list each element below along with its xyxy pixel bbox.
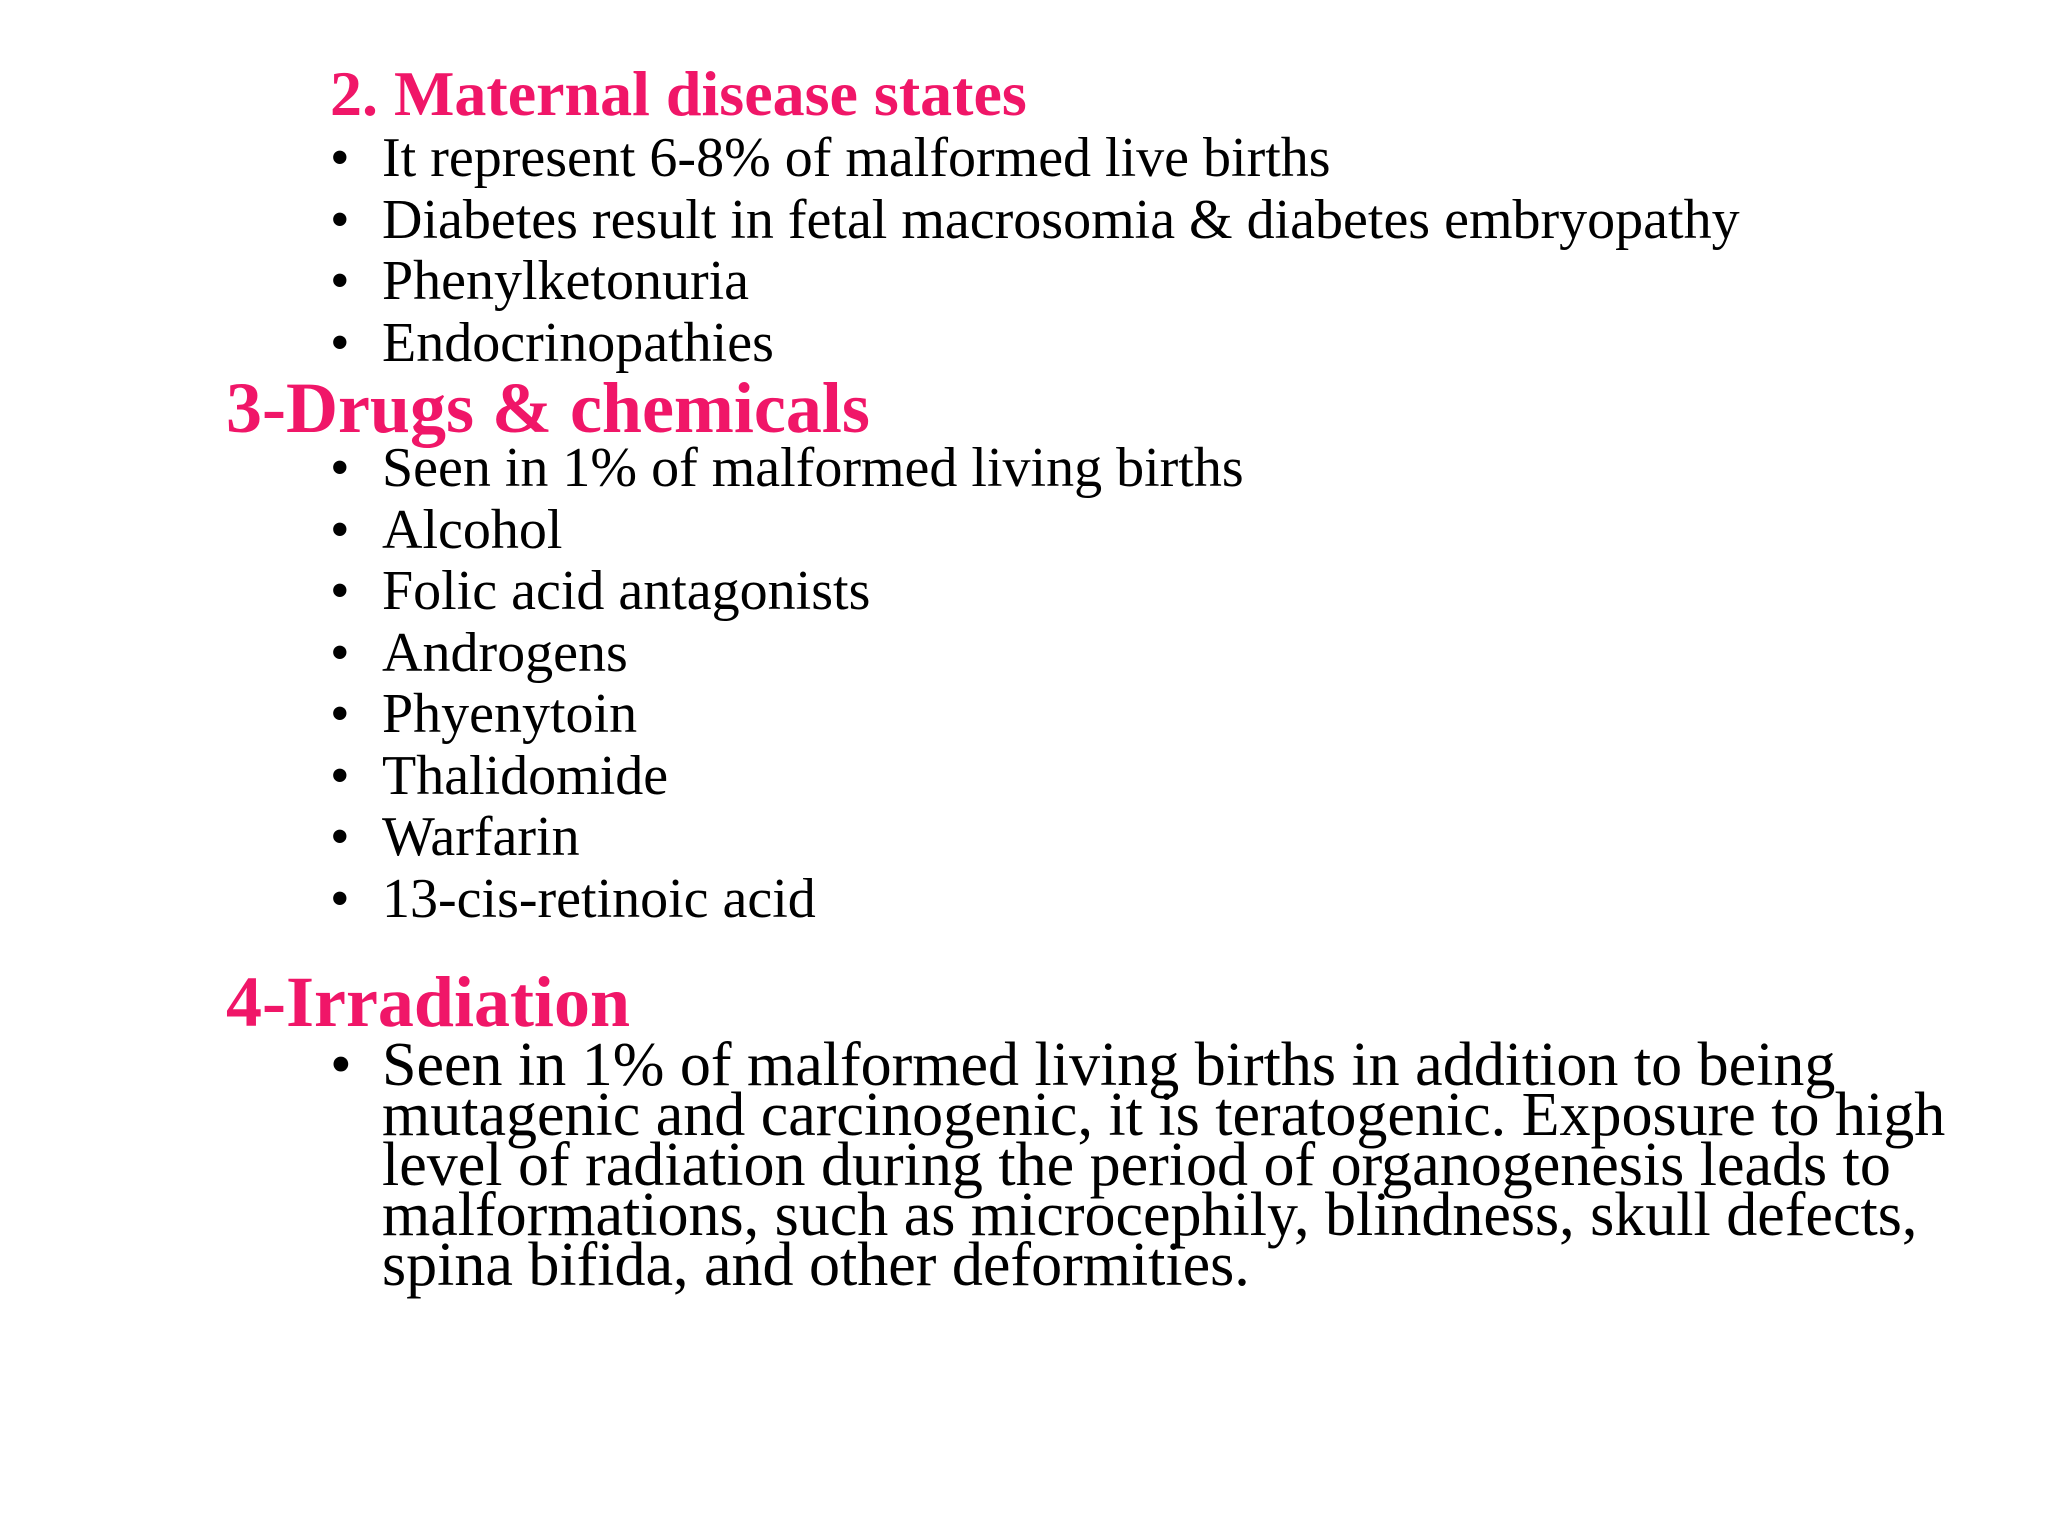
list-item — [330, 251, 1740, 313]
list-item-text: 13-cis-retinoic acid — [382, 867, 816, 930]
list-item-text: Androgens — [382, 621, 628, 684]
drugs-chemicals-list — [330, 438, 1244, 930]
list-item-text: Endocrinopathies — [382, 311, 774, 374]
bullet-icon: • — [330, 867, 350, 930]
maternal-disease-heading: 2. Maternal disease states — [330, 58, 1027, 129]
list-item-text: Seen in 1% of malformed living births in addition to being mutagenic and carcinogenic, it is teratogenic. Exposure to high level of radiation during the period of organogenesis leads to malformations, such as microcephily, blindness, skull defects, spina bifida, and other deformities. — [382, 1031, 1946, 1299]
list-item — [330, 623, 1244, 685]
bullet-icon: • — [330, 744, 350, 807]
drugs-chemicals-heading: 3-Drugs & chemicals — [226, 368, 870, 448]
list-item-text: Alcohol — [382, 498, 563, 561]
bullet-icon: • — [330, 806, 350, 868]
irradiation-heading: 4-Irradiation — [226, 962, 630, 1042]
list-item — [330, 438, 1244, 500]
list-item-text: Thalidomide — [382, 744, 669, 807]
list-item — [330, 561, 1244, 623]
list-item-text: Folic acid antagonists — [382, 560, 871, 622]
bullet-icon: • — [330, 437, 350, 499]
list-item — [330, 500, 1244, 562]
bullet-icon: • — [330, 188, 350, 251]
list-item-text: Phenylketonuria — [382, 250, 750, 312]
irradiation-list — [330, 1031, 1950, 1299]
list-item — [330, 746, 1244, 808]
list-item-text: Seen in 1% of malformed living births — [382, 437, 1244, 499]
list-item-text: It represent 6-8% of malformed live births — [382, 127, 1331, 189]
bullet-icon: • — [330, 311, 350, 374]
list-item — [330, 1031, 1950, 1299]
list-item — [330, 869, 1244, 931]
bullet-icon: • — [330, 683, 350, 745]
list-item-text: Diabetes result in fetal macrosomia & diabetes embryopathy — [382, 188, 1740, 251]
bullet-icon: • — [330, 127, 350, 189]
bullet-icon: • — [330, 560, 350, 622]
list-item — [330, 190, 1740, 252]
bullet-icon: • — [330, 621, 350, 684]
list-item-text: Phyenytoin — [382, 683, 638, 745]
bullet-icon: • — [330, 1031, 352, 1099]
list-item — [330, 684, 1244, 746]
list-item-text: Warfarin — [382, 806, 580, 868]
list-item — [330, 313, 1740, 375]
bullet-icon: • — [330, 250, 350, 312]
bullet-icon: • — [330, 498, 350, 561]
list-item — [330, 128, 1740, 190]
maternal-disease-list — [330, 128, 1740, 374]
list-item — [330, 807, 1244, 869]
